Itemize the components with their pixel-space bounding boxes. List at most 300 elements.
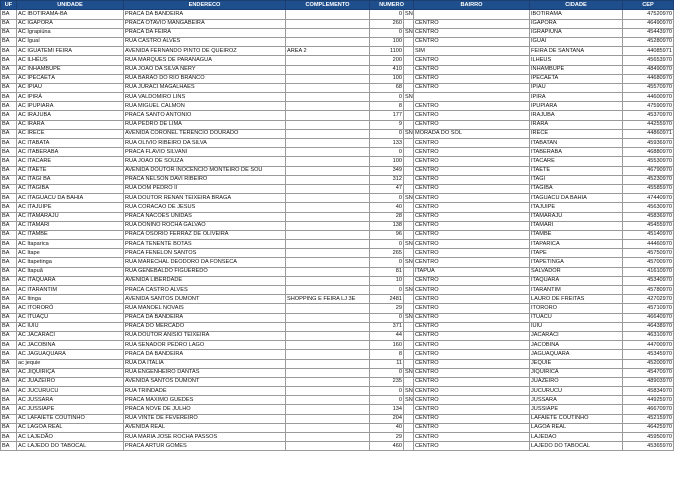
cell-cep[interactable]: 45370970 <box>623 111 674 120</box>
cell-numero[interactable]: 0 <box>370 240 404 249</box>
cell-uf[interactable]: BA <box>1 129 17 138</box>
cell-unidade[interactable]: AC JACARACI <box>17 331 124 340</box>
cell-cep[interactable]: 45455970 <box>623 221 674 230</box>
cell-complemento[interactable] <box>286 377 370 386</box>
cell-uf[interactable]: BA <box>1 28 17 37</box>
cell-numero[interactable]: 100 <box>370 157 404 166</box>
cell-uf[interactable]: BA <box>1 37 17 46</box>
cell-uf[interactable]: BA <box>1 194 17 203</box>
cell-endereco[interactable]: PRACA ARTUR GOMES <box>124 442 286 451</box>
cell-unidade[interactable]: AC IPECAETÁ <box>17 74 124 83</box>
cell-complemento[interactable] <box>286 83 370 92</box>
cell-cidade[interactable]: JUCURUCU <box>530 387 623 396</box>
cell-bairro[interactable]: CENTRO <box>414 157 530 166</box>
cell-sn[interactable] <box>404 19 414 28</box>
cell-cidade[interactable]: LAURO DE FREITAS <box>530 295 623 304</box>
cell-sn[interactable] <box>404 148 414 157</box>
cell-uf[interactable]: BA <box>1 184 17 193</box>
cell-endereco[interactable]: RUA TRINDADE <box>124 387 286 396</box>
cell-cep[interactable]: 46670970 <box>623 405 674 414</box>
header-endereco[interactable]: ENDERECO <box>124 1 286 10</box>
cell-sn[interactable]: SN <box>404 313 414 322</box>
cell-uf[interactable]: BA <box>1 295 17 304</box>
header-unidade[interactable]: UNIDADE <box>17 1 124 10</box>
cell-sn[interactable] <box>404 212 414 221</box>
cell-cidade[interactable]: LAFAIETE COUTINHO <box>530 414 623 423</box>
cell-complemento[interactable] <box>286 28 370 37</box>
cell-numero[interactable]: 47 <box>370 184 404 193</box>
cell-complemento[interactable] <box>286 267 370 276</box>
cell-cep[interactable]: 45585970 <box>623 184 674 193</box>
cell-bairro[interactable]: CENTRO <box>414 350 530 359</box>
cell-cidade[interactable]: LAJEDO DO TABOCAL <box>530 442 623 451</box>
cell-numero[interactable]: 265 <box>370 249 404 258</box>
cell-unidade[interactable]: AC ITAGIBÁ <box>17 184 124 193</box>
cell-uf[interactable]: BA <box>1 56 17 65</box>
cell-bairro[interactable]: CENTRO <box>414 166 530 175</box>
cell-cidade[interactable]: ITAJUIPE <box>530 203 623 212</box>
cell-cidade[interactable]: ITAPETINGA <box>530 258 623 267</box>
cell-unidade[interactable]: AC LAFAIETE COUTINHO <box>17 414 124 423</box>
cell-unidade[interactable]: AC ITAMBE <box>17 230 124 239</box>
cell-complemento[interactable] <box>286 129 370 138</box>
cell-bairro[interactable]: CENTRO <box>414 139 530 148</box>
cell-bairro[interactable]: CENTRO <box>414 19 530 28</box>
header-complemento[interactable]: COMPLEMENTO <box>286 1 370 10</box>
cell-unidade[interactable]: AC IPIAÚ <box>17 83 124 92</box>
cell-cidade[interactable]: JEQUIE <box>530 359 623 368</box>
cell-endereco[interactable]: RUA ENGENHEIRO DANTAS <box>124 368 286 377</box>
cell-cep[interactable]: 46425970 <box>623 423 674 432</box>
cell-unidade[interactable]: AC JIQUIRIÇÁ <box>17 368 124 377</box>
cell-bairro[interactable]: CENTRO <box>414 423 530 432</box>
cell-sn[interactable] <box>404 423 414 432</box>
cell-numero[interactable]: 134 <box>370 405 404 414</box>
cell-numero[interactable]: 0 <box>370 148 404 157</box>
cell-bairro[interactable]: CENTRO <box>414 102 530 111</box>
cell-numero[interactable]: 0 <box>370 194 404 203</box>
cell-sn[interactable] <box>404 74 414 83</box>
cell-uf[interactable]: BA <box>1 221 17 230</box>
cell-unidade[interactable]: AC ITACARE <box>17 157 124 166</box>
cell-cep[interactable]: 45630970 <box>623 203 674 212</box>
cell-cidade[interactable]: ITACARE <box>530 157 623 166</box>
header-cidade[interactable]: CIDADE <box>530 1 623 10</box>
cell-cidade[interactable]: IUIU <box>530 322 623 331</box>
cell-numero[interactable]: 81 <box>370 267 404 276</box>
cell-complemento[interactable] <box>286 194 370 203</box>
cell-cep[interactable]: 45200970 <box>623 359 674 368</box>
cell-bairro[interactable]: CENTRO <box>414 148 530 157</box>
cell-complemento[interactable] <box>286 396 370 405</box>
cell-numero[interactable]: 100 <box>370 37 404 46</box>
cell-uf[interactable]: BA <box>1 203 17 212</box>
cell-complemento[interactable] <box>286 56 370 65</box>
cell-numero[interactable]: 0 <box>370 258 404 267</box>
cell-numero[interactable]: 11 <box>370 359 404 368</box>
cell-uf[interactable]: BA <box>1 212 17 221</box>
cell-endereco[interactable]: RUA DONINO ROCHA GALVAO <box>124 221 286 230</box>
cell-cidade[interactable]: ITAGI <box>530 175 623 184</box>
cell-complemento[interactable] <box>286 212 370 221</box>
cell-unidade[interactable]: AC JUAZEIRO <box>17 377 124 386</box>
cell-sn[interactable] <box>404 249 414 258</box>
cell-numero[interactable]: 9 <box>370 120 404 129</box>
cell-cidade[interactable]: ITAGUACU DA BAHIA <box>530 194 623 203</box>
cell-sn[interactable]: SN <box>404 286 414 295</box>
cell-uf[interactable]: BA <box>1 433 17 442</box>
cell-numero[interactable]: 29 <box>370 304 404 313</box>
cell-endereco[interactable]: PRACA NELSON DAVI RIBEIRO <box>124 175 286 184</box>
cell-complemento[interactable] <box>286 322 370 331</box>
cell-cep[interactable]: 44680970 <box>623 74 674 83</box>
cell-cidade[interactable]: JUSSARA <box>530 396 623 405</box>
cell-uf[interactable]: BA <box>1 230 17 239</box>
cell-complemento[interactable] <box>286 249 370 258</box>
cell-cidade[interactable]: JUSSIAPE <box>530 405 623 414</box>
cell-unidade[interactable]: AC JUSSARA <box>17 396 124 405</box>
cell-endereco[interactable]: RUA PEDRO DE LIMA <box>124 120 286 129</box>
cell-bairro[interactable] <box>414 10 530 19</box>
cell-sn[interactable] <box>404 276 414 285</box>
cell-uf[interactable]: BA <box>1 396 17 405</box>
cell-endereco[interactable]: PRACA DA BANDEIRA <box>124 313 286 322</box>
cell-bairro[interactable]: CENTRO <box>414 359 530 368</box>
cell-cep[interactable]: 46880970 <box>623 148 674 157</box>
cell-numero[interactable]: 138 <box>370 221 404 230</box>
cell-sn[interactable] <box>404 83 414 92</box>
cell-bairro[interactable]: CENTRO <box>414 175 530 184</box>
cell-uf[interactable]: BA <box>1 442 17 451</box>
cell-bairro[interactable]: CENTRO <box>414 194 530 203</box>
cell-cidade[interactable]: IGAPORA <box>530 19 623 28</box>
cell-cep[interactable]: 42702970 <box>623 295 674 304</box>
cell-numero[interactable]: 160 <box>370 341 404 350</box>
cell-unidade[interactable]: AC ITARANTIM <box>17 286 124 295</box>
cell-bairro[interactable]: CENTRO <box>414 74 530 83</box>
cell-endereco[interactable]: RUA JOAO DE SOUZA <box>124 157 286 166</box>
cell-cidade[interactable]: IRECE <box>530 129 623 138</box>
cell-sn[interactable] <box>404 304 414 313</box>
cell-bairro[interactable]: CENTRO <box>414 433 530 442</box>
cell-bairro[interactable]: CENTRO <box>414 65 530 74</box>
cell-uf[interactable]: BA <box>1 83 17 92</box>
cell-complemento[interactable] <box>286 423 370 432</box>
cell-sn[interactable] <box>404 184 414 193</box>
cell-sn[interactable] <box>404 377 414 386</box>
cell-sn[interactable] <box>404 295 414 304</box>
cell-cidade[interactable]: ITAPE <box>530 249 623 258</box>
cell-uf[interactable]: BA <box>1 74 17 83</box>
cell-uf[interactable]: BA <box>1 267 17 276</box>
cell-complemento[interactable] <box>286 65 370 74</box>
cell-uf[interactable]: BA <box>1 286 17 295</box>
cell-cep[interactable]: 44700970 <box>623 341 674 350</box>
cell-uf[interactable]: BA <box>1 387 17 396</box>
cell-unidade[interactable]: AC IPUPIARA <box>17 102 124 111</box>
cell-endereco[interactable]: RUA MARECHAL DEODORO DA FONSECA <box>124 258 286 267</box>
cell-cidade[interactable]: LAJEDAO <box>530 433 623 442</box>
cell-uf[interactable]: BA <box>1 19 17 28</box>
cell-cep[interactable]: 45280970 <box>623 37 674 46</box>
cell-uf[interactable]: BA <box>1 276 17 285</box>
cell-unidade[interactable]: AC LAJEDO DO TABOCAL <box>17 442 124 451</box>
cell-complemento[interactable] <box>286 258 370 267</box>
cell-endereco[interactable]: PRACA SANTO ANTONIO <box>124 111 286 120</box>
cell-sn[interactable] <box>404 65 414 74</box>
cell-cep[interactable]: 45750970 <box>623 249 674 258</box>
cell-complemento[interactable] <box>286 304 370 313</box>
cell-cep[interactable]: 45365970 <box>623 442 674 451</box>
cell-endereco[interactable]: RUA CASTRO ALVES <box>124 37 286 46</box>
cell-bairro[interactable]: CENTRO <box>414 377 530 386</box>
cell-bairro[interactable]: CENTRO <box>414 258 530 267</box>
cell-complemento[interactable] <box>286 74 370 83</box>
cell-complemento[interactable] <box>286 230 370 239</box>
cell-complemento[interactable] <box>286 368 370 377</box>
cell-cidade[interactable]: ITARANTIM <box>530 286 623 295</box>
cell-cidade[interactable]: IGUAI <box>530 37 623 46</box>
cell-bairro[interactable]: CENTRO <box>414 396 530 405</box>
cell-numero[interactable]: 2481 <box>370 295 404 304</box>
cell-sn[interactable]: SN <box>404 368 414 377</box>
cell-numero[interactable]: 235 <box>370 377 404 386</box>
cell-cidade[interactable]: SALVADOR <box>530 267 623 276</box>
header-uf[interactable]: UF <box>1 1 17 10</box>
cell-numero[interactable]: 177 <box>370 111 404 120</box>
cell-bairro[interactable]: CENTRO <box>414 221 530 230</box>
cell-sn[interactable] <box>404 331 414 340</box>
cell-cep[interactable]: 46310970 <box>623 331 674 340</box>
cell-complemento[interactable]: AREA 2 <box>286 47 370 56</box>
cell-cidade[interactable]: ITAQUARA <box>530 276 623 285</box>
cell-uf[interactable]: BA <box>1 423 17 432</box>
cell-complemento[interactable] <box>286 120 370 129</box>
cell-sn[interactable] <box>404 102 414 111</box>
cell-uf[interactable]: BA <box>1 322 17 331</box>
cell-uf[interactable]: BA <box>1 249 17 258</box>
cell-bairro[interactable]: CENTRO <box>414 184 530 193</box>
cell-bairro[interactable]: CENTRO <box>414 37 530 46</box>
cell-cep[interactable]: 46438970 <box>623 322 674 331</box>
cell-complemento[interactable] <box>286 276 370 285</box>
cell-cep[interactable]: 45215970 <box>623 414 674 423</box>
cell-sn[interactable] <box>404 47 414 56</box>
cell-cep[interactable]: 45340970 <box>623 276 674 285</box>
cell-cidade[interactable]: INHAMBUPE <box>530 65 623 74</box>
cell-endereco[interactable]: PRACA DO MERCADO <box>124 322 286 331</box>
cell-endereco[interactable]: AVENIDA CORONEL TERENCIO DOURADO <box>124 129 286 138</box>
cell-cep[interactable]: 44085971 <box>623 47 674 56</box>
cell-uf[interactable]: BA <box>1 368 17 377</box>
cell-unidade[interactable]: AC Igrapiúna <box>17 28 124 37</box>
cell-uf[interactable]: BA <box>1 47 17 56</box>
cell-cidade[interactable]: JIQUIRICA <box>530 368 623 377</box>
cell-endereco[interactable]: PRACA NACOES UNIDAS <box>124 212 286 221</box>
cell-bairro[interactable]: CENTRO <box>414 120 530 129</box>
cell-sn[interactable] <box>404 120 414 129</box>
cell-numero[interactable]: 10 <box>370 276 404 285</box>
cell-complemento[interactable] <box>286 414 370 423</box>
cell-unidade[interactable]: AC JUCURUCU <box>17 387 124 396</box>
cell-cep[interactable]: 47590970 <box>623 102 674 111</box>
cell-cidade[interactable]: IPECAETA <box>530 74 623 83</box>
cell-bairro[interactable]: CENTRO <box>414 249 530 258</box>
cell-complemento[interactable] <box>286 203 370 212</box>
cell-cidade[interactable]: IPUPIARA <box>530 102 623 111</box>
cell-unidade[interactable]: AC ITAETÉ <box>17 166 124 175</box>
cell-bairro[interactable]: CENTRO <box>414 28 530 37</box>
cell-endereco[interactable]: PRACA FLAVIO SILVANI <box>124 148 286 157</box>
cell-endereco[interactable]: AVENIDA FERNANDO PINTO DE QUEIROZ <box>124 47 286 56</box>
cell-sn[interactable] <box>404 166 414 175</box>
cell-cep[interactable]: 45140970 <box>623 230 674 239</box>
cell-cep[interactable]: 45836970 <box>623 212 674 221</box>
cell-numero[interactable]: 8 <box>370 102 404 111</box>
cell-unidade[interactable]: AC ITAJUIPE <box>17 203 124 212</box>
cell-cidade[interactable]: FEIRA DE SANTANA <box>530 47 623 56</box>
cell-uf[interactable]: BA <box>1 10 17 19</box>
cell-cidade[interactable]: ITUACU <box>530 313 623 322</box>
cell-sn[interactable] <box>404 139 414 148</box>
cell-unidade[interactable]: AC IPIRÁ <box>17 93 124 102</box>
cell-cep[interactable]: 45780970 <box>623 286 674 295</box>
cell-numero[interactable]: 0 <box>370 10 404 19</box>
cell-cidade[interactable]: IRARA <box>530 120 623 129</box>
cell-unidade[interactable]: AC IRAJUBA <box>17 111 124 120</box>
cell-uf[interactable]: BA <box>1 166 17 175</box>
cell-unidade[interactable]: AC IBOTIRAMA-BA <box>17 10 124 19</box>
cell-sn[interactable] <box>404 267 414 276</box>
cell-endereco[interactable]: RUA DOUTOR ANISIO TEIXEIRA <box>124 331 286 340</box>
header-numero[interactable]: NUMERO <box>370 1 414 10</box>
cell-complemento[interactable] <box>286 148 370 157</box>
cell-uf[interactable]: BA <box>1 102 17 111</box>
cell-numero[interactable]: 0 <box>370 286 404 295</box>
cell-complemento[interactable] <box>286 341 370 350</box>
cell-cep[interactable]: 45570970 <box>623 83 674 92</box>
cell-endereco[interactable]: RUA MIGUEL CALMON <box>124 102 286 111</box>
cell-numero[interactable]: 40 <box>370 203 404 212</box>
cell-sn[interactable]: SN <box>404 28 414 37</box>
cell-bairro[interactable]: CENTRO <box>414 240 530 249</box>
cell-uf[interactable]: BA <box>1 405 17 414</box>
cell-unidade[interactable]: AC ITABERABA <box>17 148 124 157</box>
cell-endereco[interactable]: AVENIDA DOUTOR INOCENCIO MONTEIRO DE SOU <box>124 166 286 175</box>
cell-bairro[interactable]: CENTRO <box>414 387 530 396</box>
cell-numero[interactable]: 96 <box>370 230 404 239</box>
cell-bairro[interactable]: ITAPUA <box>414 267 530 276</box>
cell-endereco[interactable]: PRACA DA FEIRA <box>124 28 286 37</box>
cell-sn[interactable] <box>404 322 414 331</box>
cell-bairro[interactable]: CENTRO <box>414 331 530 340</box>
cell-unidade[interactable]: AC Itaparica <box>17 240 124 249</box>
cell-cidade[interactable]: IPIRA <box>530 93 623 102</box>
cell-numero[interactable]: 0 <box>370 313 404 322</box>
cell-cep[interactable]: 45470970 <box>623 368 674 377</box>
cell-cep[interactable]: 41610970 <box>623 267 674 276</box>
cell-unidade[interactable]: ac jequie <box>17 359 124 368</box>
cell-complemento[interactable] <box>286 313 370 322</box>
cell-complemento[interactable] <box>286 10 370 19</box>
cell-cidade[interactable]: ITABATAN <box>530 139 623 148</box>
cell-numero[interactable]: 8 <box>370 350 404 359</box>
cell-complemento[interactable] <box>286 350 370 359</box>
cell-numero[interactable]: 68 <box>370 83 404 92</box>
cell-endereco[interactable]: RUA SENADOR PEDRO LAGO <box>124 341 286 350</box>
cell-sn[interactable] <box>404 230 414 239</box>
cell-cidade[interactable]: ITAMARAJU <box>530 212 623 221</box>
cell-bairro[interactable]: CENTRO <box>414 304 530 313</box>
cell-endereco[interactable]: AVENIDA SANTOS DUMONT <box>124 377 286 386</box>
cell-uf[interactable]: BA <box>1 313 17 322</box>
cell-unidade[interactable]: AC ITAMARI <box>17 221 124 230</box>
cell-unidade[interactable]: AC ITAMARAJU <box>17 212 124 221</box>
cell-uf[interactable]: BA <box>1 65 17 74</box>
cell-uf[interactable]: BA <box>1 157 17 166</box>
cell-endereco[interactable]: RUA CORACAO DE JESUS <box>124 203 286 212</box>
cell-sn[interactable]: SN <box>404 396 414 405</box>
cell-unidade[interactable]: AC INHAMBUPE <box>17 65 124 74</box>
cell-bairro[interactable]: CENTRO <box>414 83 530 92</box>
cell-unidade[interactable]: AC Itapuã <box>17 267 124 276</box>
cell-sn[interactable] <box>404 203 414 212</box>
cell-numero[interactable]: 349 <box>370 166 404 175</box>
cell-unidade[interactable]: AC JUSSIAPE <box>17 405 124 414</box>
header-cep[interactable]: CEP <box>623 1 674 10</box>
cell-cep[interactable]: 46640970 <box>623 313 674 322</box>
cell-cep[interactable]: 47520970 <box>623 10 674 19</box>
cell-numero[interactable]: 0 <box>370 396 404 405</box>
cell-bairro[interactable]: CENTRO <box>414 414 530 423</box>
cell-complemento[interactable] <box>286 240 370 249</box>
cell-cidade[interactable]: LAGOA REAL <box>530 423 623 432</box>
cell-numero[interactable]: 312 <box>370 175 404 184</box>
cell-unidade[interactable]: AC LAGOA REAL <box>17 423 124 432</box>
cell-unidade[interactable]: AC ITAQUARA <box>17 276 124 285</box>
cell-unidade[interactable]: AC IRARA <box>17 120 124 129</box>
cell-sn[interactable]: SN <box>404 258 414 267</box>
cell-endereco[interactable]: PRACA DA BANDEIRA <box>124 350 286 359</box>
cell-endereco[interactable]: RUA OLIVIO RIBEIRO DA SILVA <box>124 139 286 148</box>
cell-numero[interactable]: 371 <box>370 322 404 331</box>
cell-endereco[interactable]: RUA MANOEL NOVAIS <box>124 304 286 313</box>
cell-unidade[interactable]: AC JACOBINA <box>17 341 124 350</box>
cell-uf[interactable]: BA <box>1 350 17 359</box>
cell-complemento[interactable] <box>286 433 370 442</box>
cell-endereco[interactable]: RUA JURACI MAGALHAES <box>124 83 286 92</box>
cell-unidade[interactable]: AC ITAGUACU DA BAHIA <box>17 194 124 203</box>
cell-bairro[interactable]: CENTRO <box>414 295 530 304</box>
cell-numero[interactable]: 260 <box>370 19 404 28</box>
cell-numero[interactable]: 0 <box>370 387 404 396</box>
cell-complemento[interactable] <box>286 157 370 166</box>
cell-numero[interactable]: 28 <box>370 212 404 221</box>
cell-uf[interactable]: BA <box>1 139 17 148</box>
cell-unidade[interactable]: AC IGAPORÃ <box>17 19 124 28</box>
cell-cidade[interactable]: JAGUAQUARA <box>530 350 623 359</box>
cell-unidade[interactable]: AC IUIU <box>17 322 124 331</box>
cell-unidade[interactable]: AC ITUAÇU <box>17 313 124 322</box>
cell-cep[interactable]: 45653970 <box>623 56 674 65</box>
cell-unidade[interactable]: AC ITAGI BA <box>17 175 124 184</box>
cell-cidade[interactable]: ITABERABA <box>530 148 623 157</box>
cell-sn[interactable] <box>404 175 414 184</box>
cell-uf[interactable]: BA <box>1 377 17 386</box>
cell-endereco[interactable]: RUA DA ITALIA <box>124 359 286 368</box>
cell-endereco[interactable]: PRACA TENENTE BOTAS <box>124 240 286 249</box>
cell-bairro[interactable]: CENTRO <box>414 56 530 65</box>
